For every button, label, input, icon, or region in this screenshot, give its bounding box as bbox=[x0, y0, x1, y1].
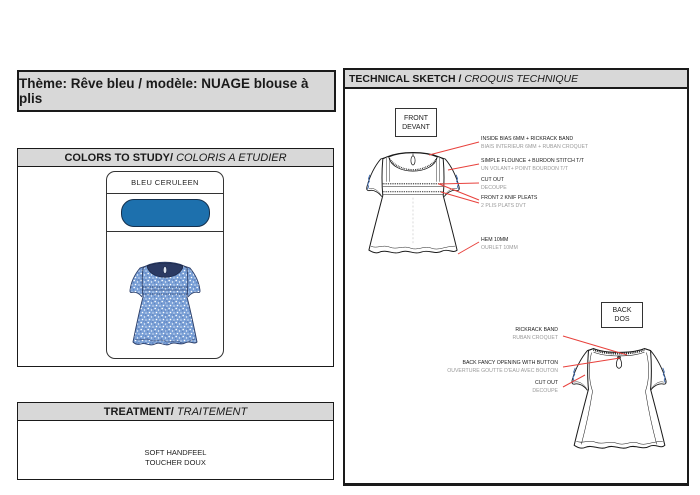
annotation-back-opening-en: BACK FANCY OPENING WITH BUTTON bbox=[462, 360, 558, 366]
colors-header-separator: / bbox=[169, 151, 177, 164]
back-label-en: BACK bbox=[612, 307, 632, 314]
annotation-knife-pleats-fr: 2 PLIS PLATS DVT bbox=[481, 202, 526, 209]
annotation-inside-bias-fr: BIAIS INTERIEUR 6MM + RUBAN CROQUET bbox=[481, 143, 589, 150]
tech-header-fr: CROQUIS TECHNIQUE bbox=[464, 72, 579, 85]
technical-sketch-panel bbox=[343, 68, 689, 486]
back-label-fr: DOS bbox=[614, 316, 630, 323]
treatment-line-fr: TOUCHER DOUX bbox=[145, 458, 206, 467]
annotation-hem-fr: OURLET 10MM bbox=[481, 244, 518, 251]
colors-header-fr: COLORIS A ETUDIER bbox=[176, 151, 287, 164]
theme-title-box bbox=[17, 70, 336, 112]
treatment-body bbox=[18, 421, 333, 468]
annotation-rickrack-band-fr: RUBAN CROQUET bbox=[512, 334, 558, 341]
annotation-simple-flounce-en: SIMPLE FLOUNCE + BURDON STITCH T/T bbox=[481, 158, 584, 164]
front-view-label bbox=[395, 108, 437, 137]
colors-header-en: COLORS TO STUDY bbox=[64, 151, 170, 164]
treatment-header-separator: / bbox=[170, 405, 177, 418]
annotation-inside-bias bbox=[481, 136, 588, 151]
swatch-image-row bbox=[107, 232, 223, 359]
treatment-header-fr: TRAITEMENT bbox=[176, 405, 248, 418]
blouse-print-image bbox=[126, 258, 204, 356]
technical-sketch-header bbox=[345, 70, 687, 89]
annotation-front-cut-out bbox=[481, 177, 507, 192]
annotation-hem-en: HEM 10MM bbox=[481, 237, 509, 243]
front-label-fr: DEVANT bbox=[402, 123, 430, 131]
cerulean-color-swatch bbox=[121, 199, 210, 227]
annotation-back-opening-fr: OUVERTURE GOUTTE D'EAU AVEC BOUTON bbox=[447, 367, 558, 374]
annotation-rickrack-band bbox=[512, 327, 558, 342]
annotation-front-cut-out-en: CUT OUT bbox=[481, 177, 504, 183]
back-view-label bbox=[601, 302, 643, 328]
treatment-section-header bbox=[18, 403, 333, 421]
swatch-name-row bbox=[107, 172, 223, 194]
treatment-section bbox=[17, 402, 334, 480]
back-technical-sketch bbox=[563, 338, 675, 466]
swatch-color-row bbox=[107, 194, 223, 232]
treatment-line-en: SOFT HANDFEEL bbox=[144, 448, 207, 457]
annotation-back-opening bbox=[447, 360, 558, 375]
page-title: Thème: Rêve bleu / modèle: NUAGE blouse à plis bbox=[19, 76, 309, 106]
annotation-back-cut-out bbox=[532, 380, 558, 395]
annotation-back-cut-out-en: CUT OUT bbox=[535, 380, 558, 386]
annotation-inside-bias-en: INSIDE BIAS 6MM + RICKRACK BAND bbox=[481, 136, 574, 142]
colors-section-header bbox=[18, 149, 333, 167]
annotation-knife-pleats bbox=[481, 195, 537, 210]
color-name-label: BLEU CERULEEN bbox=[131, 178, 199, 187]
tech-header-en: TECHNICAL SKETCH bbox=[349, 72, 456, 85]
annotation-front-cut-out-fr: DECOUPE bbox=[481, 184, 507, 191]
annotation-knife-pleats-en: FRONT 2 KNIF PLEATS bbox=[481, 195, 538, 201]
annotation-hem bbox=[481, 237, 518, 252]
color-swatch-card bbox=[106, 171, 224, 359]
annotation-simple-flounce bbox=[481, 158, 584, 173]
tech-header-separator: / bbox=[455, 72, 465, 85]
annotation-rickrack-band-en: RICKRACK BAND bbox=[515, 327, 558, 333]
annotation-back-cut-out-fr: DECOUPE bbox=[532, 387, 558, 394]
annotation-simple-flounce-fr: UN VOLANT+ POINT BOURDON T/T bbox=[481, 165, 568, 172]
front-technical-sketch bbox=[361, 145, 465, 271]
colors-to-study-section bbox=[17, 148, 334, 367]
front-label-en: FRONT bbox=[403, 114, 429, 122]
treatment-header-en: TREATMENT bbox=[103, 405, 171, 418]
